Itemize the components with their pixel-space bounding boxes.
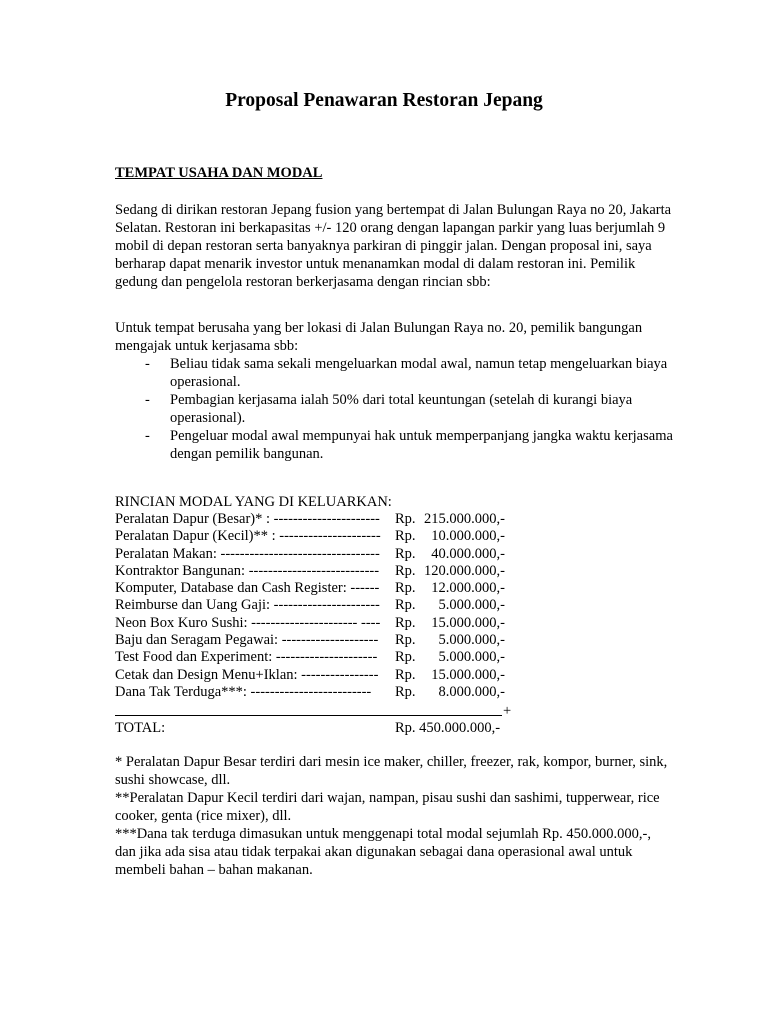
cooperation-paragraph: Untuk tempat berusaha yang ber lokasi di Jalan Bulungan Raya no. 20, pemilik bangungan mengajak untuk kerjasama sbb: bbox=[115, 320, 643, 354]
cost-amount: 10.000.000,- bbox=[431, 528, 505, 545]
currency-label: Rp. bbox=[395, 511, 416, 527]
list-item bbox=[145, 355, 675, 391]
cost-amount: 215.000.000,- bbox=[424, 511, 505, 527]
footnote: * Peralatan Dapur Besar terdiri dari mesin ice maker, chiller, freezer, rak, kompor, burner, sink, sushi showcase, dll. bbox=[115, 754, 668, 788]
total-label: TOTAL: bbox=[115, 720, 166, 736]
currency-label: Rp. bbox=[395, 580, 416, 597]
bullet-dash: - bbox=[145, 428, 150, 444]
sum-plus-sign: + bbox=[503, 703, 512, 719]
cost-item: Neon Box Kuro Sushi: ---------------------- ---- bbox=[115, 614, 381, 631]
cost-amount: 12.000.000,- bbox=[431, 580, 505, 597]
cost-item: Dana Tak Terduga***: ------------------------- bbox=[115, 683, 372, 700]
currency-label: Rp. bbox=[395, 597, 416, 614]
cost-amount: 5.000.000,- bbox=[438, 597, 505, 614]
list-item-text: Pengeluar modal awal mempunyai hak untuk memperpanjang jangka waktu kerjasama dengan pemilik bangunan. bbox=[170, 428, 673, 462]
cost-item: Cetak dan Design Menu+Iklan: ---------------- bbox=[115, 666, 379, 683]
currency-label: Rp. bbox=[395, 649, 416, 666]
section-heading: TEMPAT USAHA DAN MODAL bbox=[115, 165, 323, 181]
cooperation-terms-list bbox=[145, 355, 675, 463]
currency-label: Rp. bbox=[395, 528, 416, 545]
cost-amount: 120.000.000,- bbox=[424, 562, 505, 579]
currency-label: Rp. bbox=[395, 614, 416, 631]
bullet-dash: - bbox=[145, 392, 150, 408]
footnote: ***Dana tak terduga dimasukan untuk menggenapi total modal sejumlah Rp. 450.000.000,-, dan jika ada sisa atau tidak terpakai akan digunakan sebagai dana operasional awal untuk membeli bahan – bahan makanan. bbox=[115, 826, 651, 878]
currency-label: Rp. bbox=[395, 666, 416, 683]
cost-amount: 15.000.000,- bbox=[431, 614, 505, 631]
currency-label: Rp. bbox=[395, 632, 416, 649]
cost-amount: 5.000.000,- bbox=[438, 649, 505, 666]
list-item-text: Beliau tidak sama sekali mengeluarkan modal awal, namun tetap mengeluarkan biaya operasional. bbox=[170, 356, 668, 390]
list-item-text: Pembagian kerjasama ialah 50% dari total keuntungan (setelah di kurangi biaya operasional). bbox=[170, 392, 633, 426]
costs-heading: RINCIAN MODAL YANG DI KELUARKAN: bbox=[115, 494, 392, 510]
total-value: Rp. 450.000.000,- bbox=[395, 720, 501, 736]
cost-item: Komputer, Database dan Cash Register: ------ bbox=[115, 580, 380, 597]
footnote: **Peralatan Dapur Kecil terdiri dari wajan, nampan, pisau sushi dan sashimi, tupperwear, rice cooker, genta (rice mixer), dll. bbox=[115, 790, 660, 824]
footnotes bbox=[115, 753, 670, 879]
cost-item: Test Food dan Experiment: --------------------- bbox=[115, 649, 378, 666]
currency-label: Rp. bbox=[395, 683, 416, 700]
list-item bbox=[145, 427, 675, 463]
cost-item: Peralatan Makan: --------------------------------- bbox=[115, 545, 380, 562]
currency-label: Rp. bbox=[395, 545, 416, 562]
currency-label: Rp. bbox=[395, 562, 416, 579]
cost-item: Reimburse dan Uang Gaji: ---------------------- bbox=[115, 597, 380, 614]
cost-item: Kontraktor Bangunan: --------------------------- bbox=[115, 562, 380, 579]
cost-item: Peralatan Dapur (Besar)* : ---------------------- bbox=[115, 511, 380, 527]
cost-amount: 8.000.000,- bbox=[438, 683, 505, 700]
bullet-dash: - bbox=[145, 356, 150, 372]
cost-item: Peralatan Dapur (Kecil)** : --------------------- bbox=[115, 528, 381, 545]
document-title: Proposal Penawaran Restoran Jepang bbox=[225, 90, 543, 111]
cost-amount: 15.000.000,- bbox=[431, 666, 505, 683]
cost-item: Baju dan Seragam Pegawai: -------------------- bbox=[115, 632, 379, 649]
cost-amount: 5.000.000,- bbox=[438, 632, 505, 649]
sum-line bbox=[115, 715, 502, 716]
cost-amount: 40.000.000,- bbox=[431, 545, 505, 562]
list-item bbox=[145, 391, 675, 427]
intro-paragraph: Sedang di dirikan restoran Jepang fusion yang bertempat di Jalan Bulungan Raya no 20, Jakarta Selatan. Restoran ini berkapasitas +/- 120 orang dengan lapangan parkir yang luas berjumlah 9 mobil di depan restoran serta banyaknya parkiran di pinggir jalan. Dengan proposal ini, saya berharap dapat menarik investor untuk menanamkan modal di dalam restoran ini. Pemilik gedung dan pengelola restoran berkerjasama dengan rincian sbb: bbox=[115, 202, 672, 290]
